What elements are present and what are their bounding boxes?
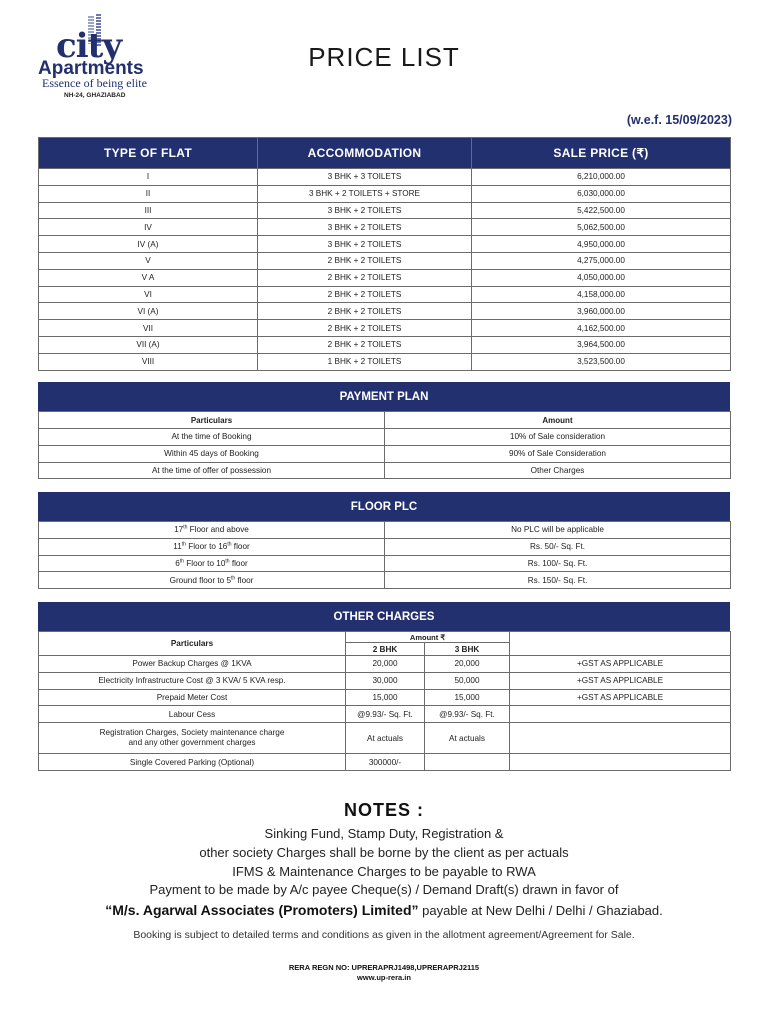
table-row	[39, 555, 731, 572]
table-row	[39, 320, 731, 337]
notes-title: NOTES :	[343, 800, 424, 820]
col-header-accommodation: ACCOMMODATION	[258, 138, 472, 169]
table-row	[39, 689, 731, 706]
amount-cell: 10% of Sale consideration	[385, 429, 731, 446]
note-line: IFMS & Maintenance Charges to be payable to RWA	[232, 864, 536, 879]
rera-registration: RERA REGN NO: UPRERAPRJ1498,UPRERAPRJ2115	[288, 963, 480, 972]
gst-note-cell: +GST AS APPLICABLE	[510, 672, 731, 689]
sale-price-cell: 4,950,000.00	[472, 236, 731, 253]
table-row	[39, 429, 731, 446]
sale-price-cell: 3,523,500.00	[472, 353, 731, 370]
amount-3bhk-cell: @9.93/- Sq. Ft.	[425, 706, 510, 723]
price-table	[38, 137, 731, 371]
payee-name: “M/s. Agarwal Associates (Promoters) Limited”	[105, 902, 419, 918]
plc-amount-cell: Rs. 100/- Sq. Ft.	[385, 555, 731, 572]
accommodation-cell: 3 BHK + 2 TOILETS + STORE	[258, 185, 472, 202]
flat-type-cell: IV (A)	[39, 236, 258, 253]
gst-note-cell	[510, 706, 731, 723]
particulars-cell: At the time of Booking	[39, 429, 385, 446]
col-header-gst	[510, 632, 731, 656]
particulars-cell: Single Covered Parking (Optional)	[39, 754, 346, 771]
col-header-particulars: Particulars	[39, 632, 346, 656]
accommodation-cell: 1 BHK + 2 TOILETS	[258, 353, 472, 370]
amount-cell: 90% of Sale Consideration	[385, 445, 731, 462]
gst-note-cell	[510, 754, 731, 771]
amount-2bhk-cell: At actuals	[346, 723, 425, 754]
other-charges-table	[38, 631, 731, 771]
table-row	[39, 672, 731, 689]
table-row	[39, 656, 731, 673]
flat-type-cell: VIII	[39, 353, 258, 370]
payee-location: payable at New Delhi / Delhi / Ghaziabad.	[418, 903, 663, 918]
flat-type-cell: V A	[39, 269, 258, 286]
flat-type-cell: II	[39, 185, 258, 202]
page-title: PRICE LIST	[308, 42, 460, 72]
plc-amount-cell: No PLC will be applicable	[385, 522, 731, 539]
plc-amount-cell: Rs. 50/- Sq. Ft.	[385, 538, 731, 555]
col-header-2bhk: 2 BHK	[346, 643, 425, 656]
gst-note-cell: +GST AS APPLICABLE	[510, 689, 731, 706]
payee-line	[0, 902, 768, 918]
logo-tagline: Essence of being elite	[42, 76, 147, 90]
booking-terms: Booking is subject to detailed terms and conditions as given in the allotment agreement/Agreement for Sale.	[133, 929, 635, 941]
flat-type-cell: VI (A)	[39, 303, 258, 320]
note-line: Sinking Fund, Stamp Duty, Registration &	[264, 826, 504, 841]
col-header-particulars: Particulars	[39, 412, 385, 429]
sale-price-cell: 4,050,000.00	[472, 269, 731, 286]
particulars-cell: Prepaid Meter Cost	[39, 689, 346, 706]
logo-location: NH-24, GHAZIABAD	[64, 92, 126, 99]
floor-range-cell: Ground floor to 5th floor	[39, 572, 385, 589]
flat-type-cell: VII	[39, 320, 258, 337]
table-row	[39, 286, 731, 303]
table-row	[39, 522, 731, 539]
floor-plc-table	[38, 521, 731, 589]
table-row	[39, 353, 731, 370]
amount-3bhk-cell: 20,000	[425, 656, 510, 673]
sale-price-cell: 6,030,000.00	[472, 185, 731, 202]
amount-3bhk-cell: At actuals	[425, 723, 510, 754]
col-header-amount: Amount ₹	[346, 632, 510, 643]
amount-2bhk-cell: 15,000	[346, 689, 425, 706]
flat-type-cell: I	[39, 169, 258, 186]
col-header-price: SALE PRICE (₹)	[472, 138, 731, 169]
flat-type-cell: IV	[39, 219, 258, 236]
floor-range-cell: 17th Floor and above	[39, 522, 385, 539]
logo-city-text: city	[56, 26, 122, 66]
logo-apartments-text: Apartments	[38, 58, 144, 79]
accommodation-cell: 2 BHK + 2 TOILETS	[258, 252, 472, 269]
table-row	[39, 303, 731, 320]
accommodation-cell: 2 BHK + 2 TOILETS	[258, 320, 472, 337]
table-row	[39, 169, 731, 186]
table-row	[39, 219, 731, 236]
other-charges-header: OTHER CHARGES	[38, 602, 730, 631]
col-header-amount: Amount	[385, 412, 731, 429]
table-row	[39, 252, 731, 269]
note-line: Payment to be made by A/c payee Cheque(s) / Demand Draft(s) drawn in favor of	[149, 882, 619, 897]
sale-price-cell: 4,162,500.00	[472, 320, 731, 337]
sale-price-cell: 3,960,000.00	[472, 303, 731, 320]
table-row	[39, 445, 731, 462]
gst-note-cell: +GST AS APPLICABLE	[510, 656, 731, 673]
particulars-cell: Registration Charges, Society maintenance charge and any other government charges	[39, 723, 346, 754]
sale-price-cell: 5,422,500.00	[472, 202, 731, 219]
accommodation-cell: 3 BHK + 2 TOILETS	[258, 202, 472, 219]
amount-3bhk-cell: 15,000	[425, 689, 510, 706]
col-header-3bhk: 3 BHK	[425, 643, 510, 656]
flat-type-cell: VI	[39, 286, 258, 303]
table-row	[39, 185, 731, 202]
flat-type-cell: VII (A)	[39, 336, 258, 353]
gst-note-cell	[510, 723, 731, 754]
table-row	[39, 572, 731, 589]
particulars-cell: At the time of offer of possession	[39, 462, 385, 479]
amount-cell: Other Charges	[385, 462, 731, 479]
payment-plan-table	[38, 411, 731, 479]
accommodation-cell: 3 BHK + 3 TOILETS	[258, 169, 472, 186]
particulars-cell: Within 45 days of Booking	[39, 445, 385, 462]
amount-2bhk-cell: 300000/-	[346, 754, 425, 771]
accommodation-cell: 2 BHK + 2 TOILETS	[258, 269, 472, 286]
particulars-cell: Electricity Infrastructure Cost @ 3 KVA/ 5 KVA resp.	[39, 672, 346, 689]
table-row	[39, 538, 731, 555]
table-row	[39, 754, 731, 771]
rera-link[interactable]: www.up-rera.in	[357, 973, 411, 982]
sale-price-cell: 6,210,000.00	[472, 169, 731, 186]
amount-2bhk-cell: 30,000	[346, 672, 425, 689]
table-row	[39, 269, 731, 286]
sale-price-cell: 5,062,500.00	[472, 219, 731, 236]
plc-amount-cell: Rs. 150/- Sq. Ft.	[385, 572, 731, 589]
table-row	[39, 723, 731, 754]
col-header-type: TYPE OF FLAT	[39, 138, 258, 169]
amount-2bhk-cell: 20,000	[346, 656, 425, 673]
effective-date: (w.e.f. 15/09/2023)	[626, 113, 732, 127]
table-row	[39, 236, 731, 253]
table-row	[39, 706, 731, 723]
particulars-cell: Labour Cess	[39, 706, 346, 723]
accommodation-cell: 2 BHK + 2 TOILETS	[258, 336, 472, 353]
amount-3bhk-cell	[425, 754, 510, 771]
sale-price-cell: 4,275,000.00	[472, 252, 731, 269]
flat-type-cell: III	[39, 202, 258, 219]
accommodation-cell: 2 BHK + 2 TOILETS	[258, 303, 472, 320]
accommodation-cell: 3 BHK + 2 TOILETS	[258, 236, 472, 253]
floor-plc-header: FLOOR PLC	[38, 492, 730, 521]
table-row	[39, 462, 731, 479]
flat-type-cell: V	[39, 252, 258, 269]
note-line: other society Charges shall be borne by the client as per actuals	[199, 845, 569, 860]
amount-3bhk-cell: 50,000	[425, 672, 510, 689]
table-row	[39, 202, 731, 219]
floor-range-cell: 11th Floor to 16th floor	[39, 538, 385, 555]
payment-plan-header: PAYMENT PLAN	[38, 382, 730, 411]
floor-range-cell: 6th Floor to 10th floor	[39, 555, 385, 572]
amount-2bhk-cell: @9.93/- Sq. Ft.	[346, 706, 425, 723]
sale-price-cell: 3,964,500.00	[472, 336, 731, 353]
table-row	[39, 336, 731, 353]
accommodation-cell: 2 BHK + 2 TOILETS	[258, 286, 472, 303]
sale-price-cell: 4,158,000.00	[472, 286, 731, 303]
accommodation-cell: 3 BHK + 2 TOILETS	[258, 219, 472, 236]
particulars-cell: Power Backup Charges @ 1KVA	[39, 656, 346, 673]
